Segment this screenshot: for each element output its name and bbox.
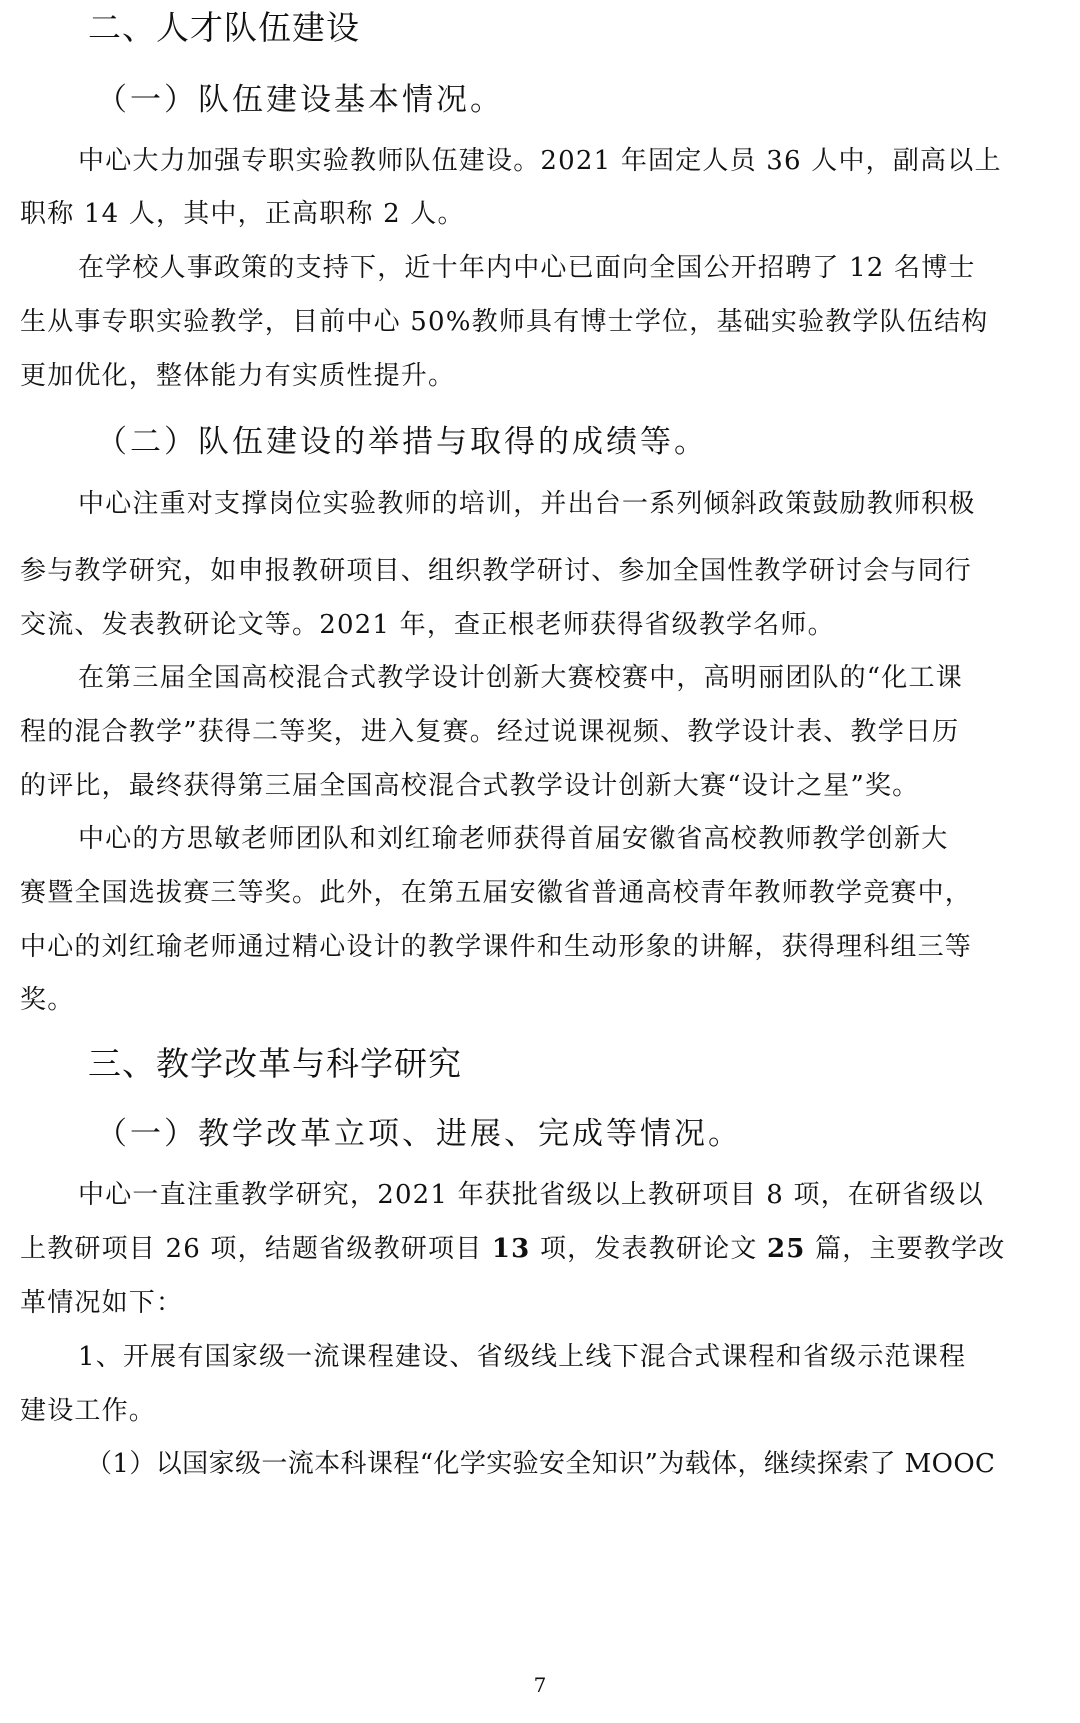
list-item-line: 1、开展有国家级一流课程建设、省级线上线下混合式课程和省级示范课程 [78,1342,967,1372]
text-run: 上教研项目 26 项，结题省级教研项目 [20,1234,492,1264]
sub-list-item-line: （1）以国家级一流本科课程“化学实验安全知识”为载体，继续探索了 MOOC [86,1449,996,1479]
paragraph-line: 生从事专职实验教学，目前中心 50%教师具有博士学位，基础实验教学队伍结构 [20,307,989,337]
paragraph-line: 参与教学研究，如申报教研项目、组织教学研讨、参加全国性教学研讨会与同行 [20,556,973,586]
bold-number: 25 [767,1234,806,1264]
paragraph-line: 中心的刘红瑜老师通过精心设计的教学课件和生动形象的讲解，获得理科组三等 [20,932,973,962]
bold-number: 13 [491,1234,531,1264]
paragraph-line: 职称 14 人，其中，正高职称 2 人。 [20,199,465,229]
paragraph-line: 交流、发表教研论文等。2021 年，查正根老师获得省级教学名师。 [20,610,835,640]
text-run: 篇，主要教学改 [805,1234,1006,1264]
subsection-heading-reform-projects: （一）教学改革立项、进展、完成等情况。 [96,1116,742,1152]
subsection-heading-team-basics: （一）队伍建设基本情况。 [96,82,504,118]
section-heading-teaching-reform: 三、教学改革与科学研究 [88,1044,462,1083]
paragraph-line: 中心的方思敏老师团队和刘红瑜老师获得首届安徽省高校教师教学创新大 [78,824,949,854]
paragraph-line: 的评比，最终获得第三届全国高校混合式教学设计创新大赛“设计之星”奖。 [20,771,920,801]
page-number: 7 [533,1673,547,1697]
paragraph-line [20,1228,1005,1265]
paragraph-line: 程的混合教学”获得二等奖，进入复赛。经过说课视频、教学设计表、教学日历 [20,717,960,747]
paragraph-line: 在第三届全国高校混合式教学设计创新大赛校赛中，高明丽团队的“化工课 [78,663,963,693]
list-item-line: 建设工作。 [20,1396,157,1426]
paragraph-line: 更加优化，整体能力有实质性提升。 [20,361,456,391]
paragraph-line: 赛暨全国选拔赛三等奖。此外，在第五届安徽省普通高校青年教师教学竞赛中， [20,878,973,908]
paragraph-line: 中心注重对支撑岗位实验教师的培训，并出台一系列倾斜政策鼓励教师积极 [78,489,976,519]
section-heading-talent-team: 二、人才队伍建设 [88,8,360,47]
paragraph-line: 中心一直注重教学研究，2021 年获批省级以上教研项目 8 项，在研省级以 [78,1180,984,1210]
paragraph-line: 中心大力加强专职实验教师队伍建设。2021 年固定人员 36 人中，副高以上 [78,146,1002,176]
paragraph-line: 奖。 [20,985,75,1015]
subsection-heading-team-measures: （二）队伍建设的举措与取得的成绩等。 [96,424,708,460]
paragraph-line: 在学校人事政策的支持下，近十年内中心已面向全国公开招聘了 12 名博士 [78,253,976,283]
text-run: 项，发表教研论文 [530,1234,768,1264]
paragraph-line: 革情况如下： [20,1288,184,1318]
